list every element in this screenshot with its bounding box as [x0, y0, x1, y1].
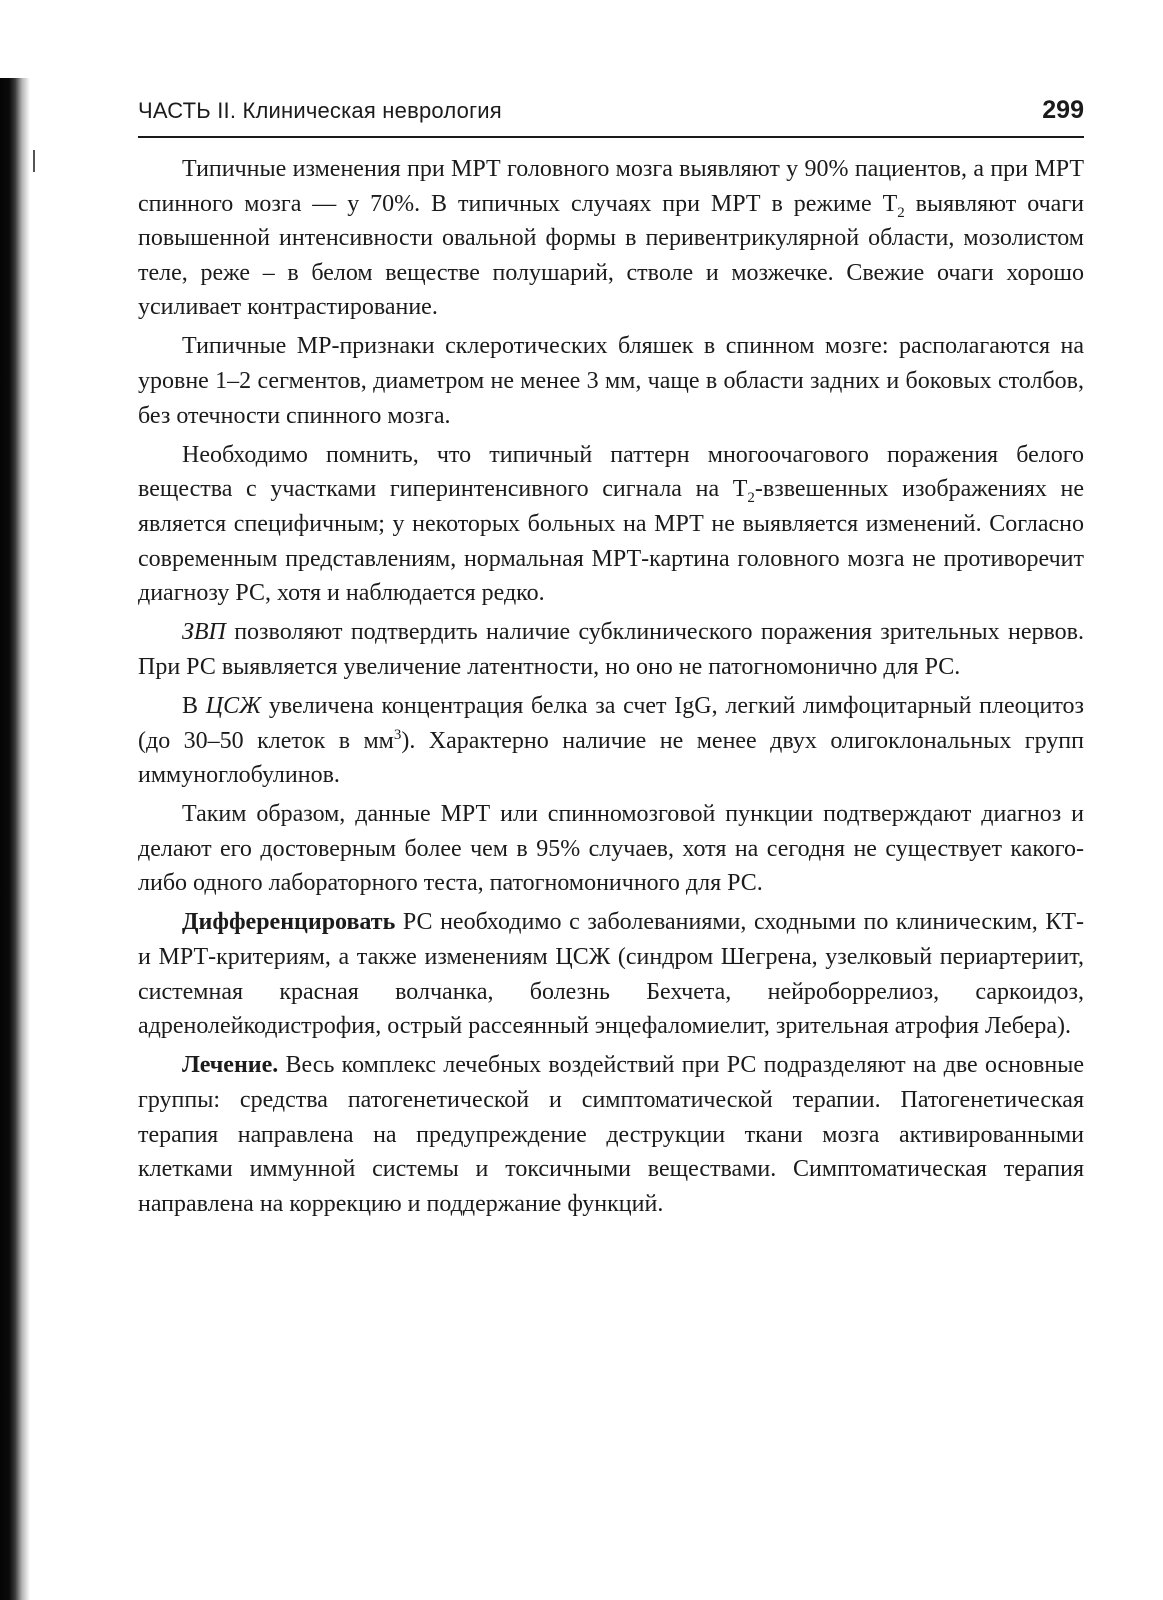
- body-text: [138, 152, 1084, 1221]
- paragraph-evoked-potentials: ЗВП позволяют подтвердить наличие субклинического поражения зрительных нервов. При РС выявляется увеличение латентности, но оно не патогномонично для РС.: [138, 619, 1084, 680]
- term-csf: ЦСЖ: [205, 692, 262, 719]
- paragraph-pattern: Необходимо помнить, что типичный паттерн многоочагового поражения белого вещества с участками гиперинтенсивного сигнала на $Т_2$-взвешенных изображениях не является специфичным; у некоторых больных на МРТ не выявляется изменений. Согласно современным представлениям, нормальная МРТ-картина головного мозга не противоречит диагнозу РС, хотя и наблюдается редко.: [138, 441, 1085, 607]
- paragraph-treatment: Лечение. Весь комплекс лечебных воздействий при РС подразделяют на две основные группы: средства патогенетической и симптоматической терапии. Патогенетическая терапия направлена на предупреждение деструкции ткани мозга активированными клетками иммунной системы и токсичными веществами. Симптоматическая терапия направлена на коррекцию и поддержание функций.: [138, 1052, 1084, 1217]
- term-zvp: ЗВП: [182, 619, 226, 646]
- term-differentiate: Дифференцировать: [182, 909, 396, 936]
- paragraph-differential: Дифференцировать РС необходимо с заболеваниями, сходными по клиническим, КТ- и МРТ-критериям, а также изменениям ЦСЖ (синдром Шегрена, узелковый периартериит, системная красная волчанка, болезнь Бехчета, нейроборрелиоз, саркоидоз, адренолейкодистрофия, острый рассеянный энцефаломиелит, зрительная атрофия Лебера).: [138, 909, 1084, 1040]
- page-header: [138, 96, 1084, 138]
- running-title: ЧАСТЬ II. Клиническая неврология: [138, 98, 502, 123]
- scan-mark: [33, 150, 35, 172]
- paragraph-mri-spinal: Типичные МР-признаки склеротических бляшек в спинном мозге: располагаются на уровне 1–2 сегментов, диаметром не менее 3 мм, чаще в области задних и боковых столбов, без отечности спинного мозга.: [138, 333, 1084, 429]
- paragraph-mri-brain: Типичные изменения при МРТ головного мозга выявляют у 90% пациентов, а при МРТ спинного мозга — у 70%. В типичных случаях при МРТ в режиме $Т_2$ выявляют очаги повышенной интенсивности овальной формы в перивентрикулярной области, мозолистом теле, реже – в белом веществе полушарий, стволе и мозжечке. Свежие очаги хорошо усиливает контрастирование.: [138, 156, 1085, 321]
- paragraph-csf: В ЦСЖ увеличена концентрация белка за счет IgG, легкий лимфоцитарный плеоцитоз (до 30–50 клеток в $мм^3$). Характерно наличие не менее двух олигоклональных групп иммуноглобулинов.: [138, 692, 1084, 789]
- paragraph-conclusion: Таким образом, данные МРТ или спинномозговой пункции подтверждают диагноз и делают его достоверным более чем в 95% случаев, хотя на сегодня не существует какого-либо одного лабораторного теста, патогномоничного для РС.: [138, 801, 1084, 897]
- book-spine-shadow: [0, 78, 30, 1600]
- page-number: 299: [1042, 96, 1084, 124]
- term-treatment: Лечение.: [182, 1052, 279, 1079]
